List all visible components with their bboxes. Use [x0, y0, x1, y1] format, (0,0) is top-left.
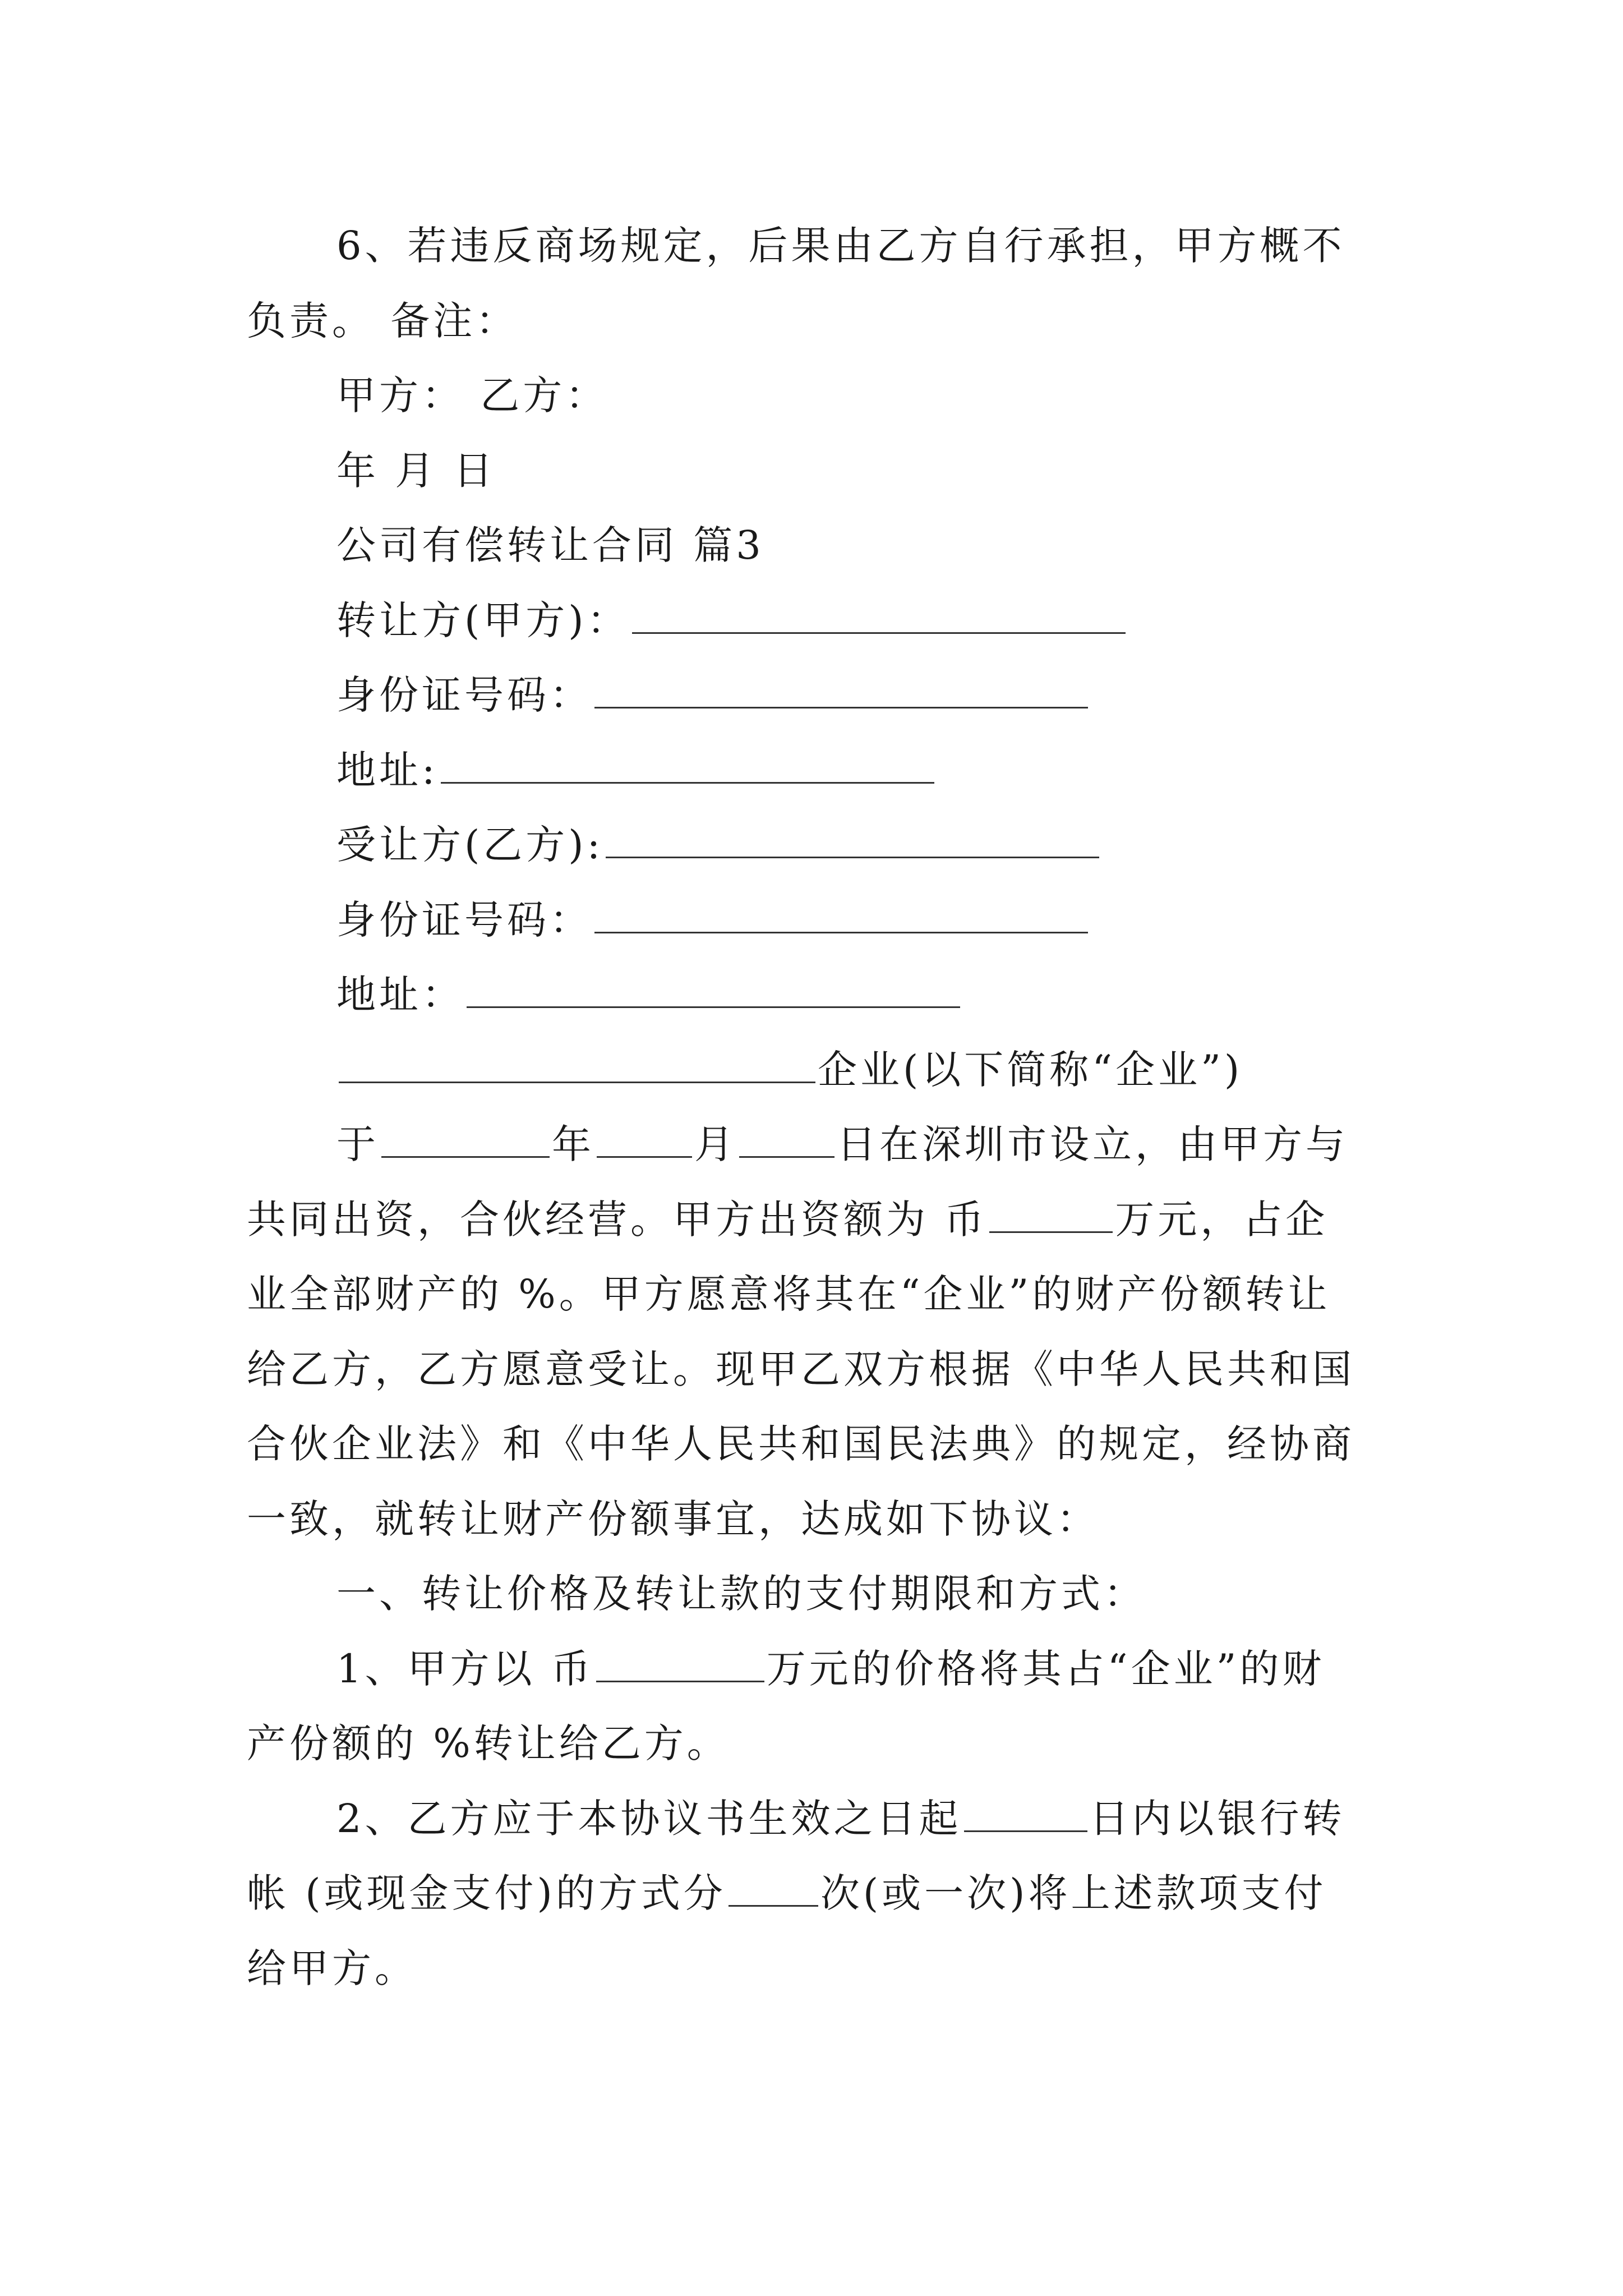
blank-line: [597, 1120, 692, 1158]
signature-parties: [336, 367, 1481, 424]
blank-line: [594, 671, 1088, 708]
text: 甲方： 乙方：: [336, 372, 608, 418]
text: 一、转让价格及转让款的支付期限和方式：: [336, 1571, 1146, 1617]
paragraph-line: [247, 1715, 1391, 1772]
text: 次(或一次)将上述款项支付: [820, 1870, 1327, 1916]
text: 产份额的 %转让给乙方。: [247, 1720, 730, 1766]
transferee-field: [336, 817, 1481, 873]
blank-line: [739, 1120, 834, 1158]
paragraph-line: [336, 218, 1481, 274]
blank-line: [964, 1795, 1087, 1832]
text: 给乙方，乙方愿意受让。现甲乙双方根据《中华人民共和国: [247, 1346, 1355, 1392]
paragraph-line: [247, 1341, 1391, 1397]
field-label: 身份证号码：: [336, 672, 592, 718]
text: 6、若违反商场规定，后果由乙方自行承担，甲方概不: [336, 223, 1345, 269]
text: 帐 (或现金支付)的方式分: [247, 1870, 726, 1916]
blank-line: [381, 1120, 550, 1158]
transferor-field: [336, 592, 1481, 648]
blank-line: [989, 1195, 1113, 1233]
text: 给甲方。: [247, 1945, 417, 1991]
blank-line: [596, 1645, 764, 1682]
blank-line: [606, 821, 1099, 858]
blank-line: [441, 746, 934, 784]
text: 合伙企业法》和《中华人民共和国民法典》的规定，经协商: [247, 1421, 1355, 1467]
id-number-field: [336, 892, 1481, 948]
paragraph-line: [247, 1940, 1391, 1996]
text: 日在深圳市设立，由甲方与: [837, 1121, 1348, 1167]
blank-line: [467, 970, 960, 1008]
blank-line: [632, 596, 1126, 634]
text: 2、乙方应于本协议书生效之日起: [336, 1796, 962, 1842]
text: 万元的价格将其占“企业”的财: [766, 1646, 1325, 1692]
text: 共同出资，合伙经营。甲方出资额为 币: [247, 1197, 988, 1243]
text: 年 月 日: [336, 448, 496, 494]
text: 万元，占企: [1115, 1197, 1329, 1243]
id-number-field: [336, 667, 1481, 723]
blank-line: [339, 1046, 815, 1083]
paragraph-line: [336, 1791, 1481, 1847]
field-label: 地址:: [336, 747, 439, 793]
paragraph-line: [336, 1641, 1481, 1697]
text: 公司有偿转让合同 篇3: [336, 522, 764, 568]
paragraph-line: [247, 1266, 1391, 1322]
date-line: [336, 443, 1481, 499]
blank-line: [728, 1869, 818, 1907]
text: 日内以银行转: [1089, 1796, 1345, 1842]
field-label: 身份证号码：: [336, 897, 592, 943]
blank-line: [594, 896, 1088, 933]
field-label: 受让方(乙方):: [336, 822, 604, 868]
paragraph-line: [247, 1191, 1391, 1248]
text: 月: [694, 1121, 737, 1167]
field-label: 地址：: [336, 972, 464, 1018]
clause-heading: [336, 1566, 1481, 1622]
paragraph-line: [247, 1416, 1391, 1472]
paragraph-line: [247, 293, 1391, 349]
paragraph-line: [336, 1116, 1481, 1172]
enterprise-line: [336, 1042, 1481, 1098]
text: 业全部财产的 %。甲方愿意将其在“企业”的财产份额转让: [247, 1271, 1331, 1317]
field-label: 转让方(甲方)：: [336, 597, 630, 643]
paragraph-line: [247, 1491, 1391, 1547]
address-field: [336, 742, 1481, 798]
address-field: [336, 967, 1481, 1023]
text: 负责。 备注：: [247, 298, 519, 344]
section-title: [336, 517, 1481, 573]
text: 于: [336, 1121, 379, 1167]
text: 企业(以下简称“企业”): [818, 1047, 1243, 1093]
text: 年: [552, 1121, 594, 1167]
text: 一致，就转让财产份额事宜，达成如下协议：: [247, 1496, 1099, 1542]
paragraph-line: [247, 1865, 1391, 1921]
text: 1、甲方以 币: [336, 1646, 594, 1692]
